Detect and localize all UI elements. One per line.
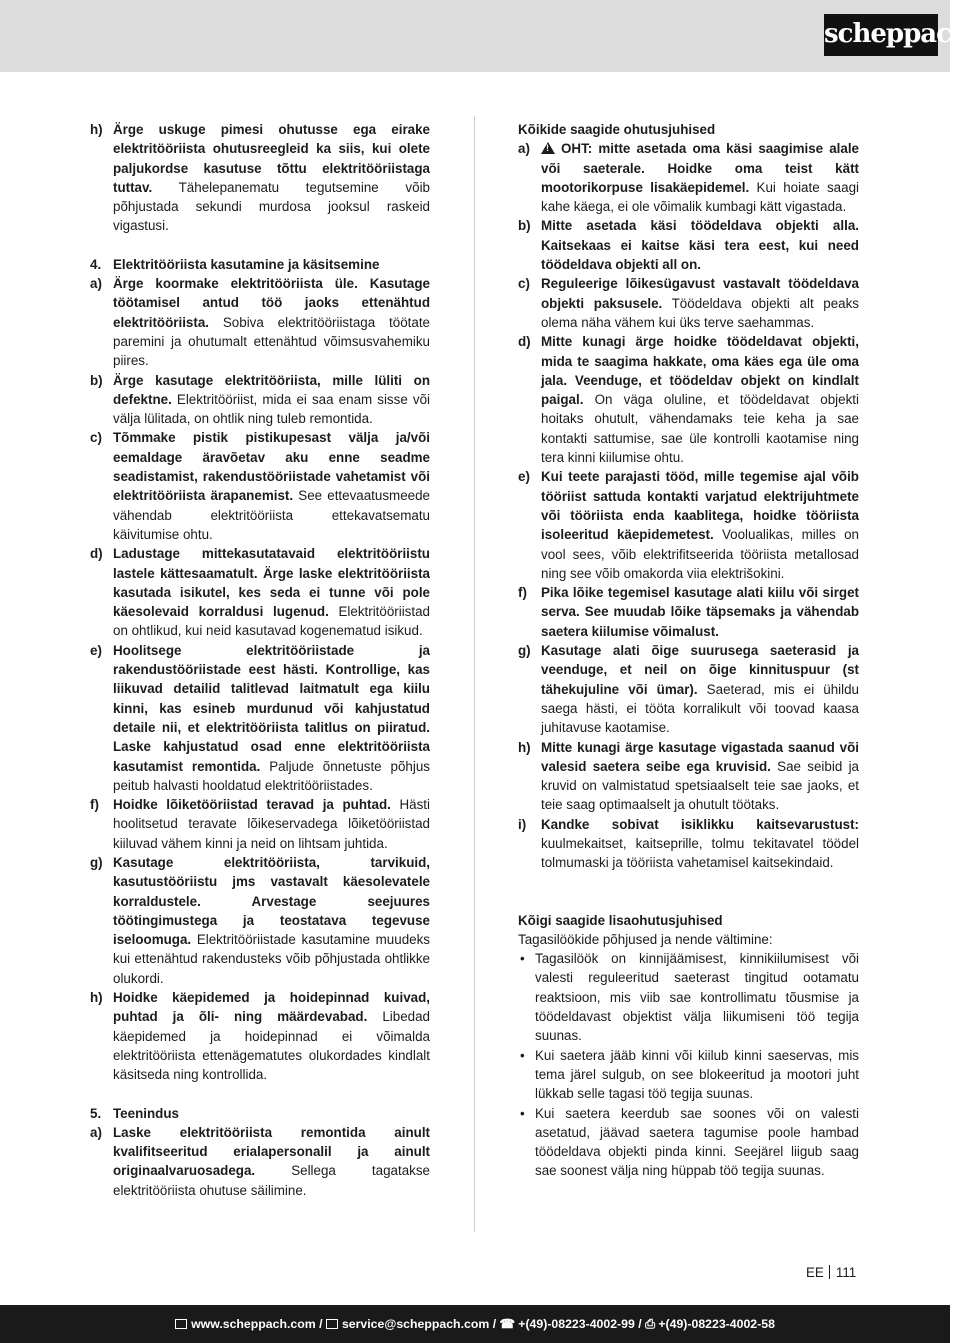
list-item: h) Ärge uskuge pimesi ohutusse ega eirake elektritööriista ohutusreegleid ka siis, kui olete paljukordse kasutuse tõttu elektritööriistaga tuttav. Tähelepanematu tegutsemine võib põhjustada sekundi murdosa jooksul raskeid vigastusi. [90,122,430,234]
list-item: d) Ladustage mittekasutatavaid elektritööriistu lastele kättesaamatult. Ärge laske elektritööriista kasutada isikutel, kes seda ei tunne või pole käesolevaid korraldusi lugenud. Elektritööriistad on ohtlikud, kui neid kasutavad kogenematud isikud. [90,546,430,639]
list-item: a) Ärge koormake elektritööriista üle. Kasutage töötamisel antud töö jaoks ettenähtud elektritööriista. Sobiva elektritööriistaga töötate paremini ja ohutumalt ettenähtud võimsusvahemiku piires. [90,276,430,369]
list-item: h) Hoidke käepidemed ja hoidepinnad kuivad, puhtad ja õli- ning määrdevabad. Libedad käepidemed ja hoidepinnad ei võimalda elektritööriista ettenägematutes olukordades kindlalt käsitseda ning kontrollida. [90,990,430,1083]
footer-phone: +(49)-08223-4002-99 [518,1317,635,1331]
list-item: b) Ärge kasutage elektritööriista, mille lüliti on defektne. Elektritööriist, mida ei saa enam sisse või välja lülitada, on ohtlik ning tuleb remontida. [90,372,430,427]
left-column [90,120,430,1200]
scheppach-logo: scheppach [824,14,938,56]
footer-fax: +(49)-08223-4002-58 [658,1317,775,1331]
list-item: h) Mitte kunagi ärge kasutage vigastada saanud või valesid saetera seibe ega kruvisid. Sae seibid ja kruvid on valmistatud spetsiaalselt teie sae jaoks, et teie saag optimaalselt ja ohutult töötaks. [518,739,859,813]
fax-icon: ⎙ [645,1317,659,1331]
footer-web: www.scheppach.com [191,1317,316,1331]
list-item: c) Tõmmake pistik pistikupesast välja ja/või eemaldage äravõetav aku enne seadme seadistamist, rakendustööriistade vahetamist või elektritööriista ärapanemist. See ettevaatusmeede vähendab elektritööriista ettekavatsematu käivitumise ohtu. [90,430,430,542]
column-divider [474,116,475,1232]
list-item: a) ! OHT: mitte asetada oma käsi saagimise alale või saeterale. Hoidke oma teist kätt mootorikorpuse lisakäepidemel. Kui hoiate saagi kahe käega, ei ole võimalik kumbagi kätt vigastada. [518,139,859,216]
page-number: EE 111 [806,1265,857,1280]
section-heading-5: 5. Teenindus [90,1105,179,1121]
section-title: Kõikide saagide ohutusjuhised [518,122,716,137]
list-item: g) Kasutage alati õige suurusega saeterasid ja veenduge, et neil on õige kinnituspuur (st tähekujuline või ümar). Saeterad, mis ei ühildu saega hästi, ei tööta korralikult või toovad kaasa juhitavuse kaotamise. [518,643,860,736]
right-column [518,120,859,1181]
warning-icon [541,142,555,154]
computer-icon [175,1319,187,1329]
mail-icon [326,1319,338,1329]
list-item: e) Kui teete parajasti tööd, mille tegemise ajal võib tööriist sattuda kontakti varjatud elektrijuhtmete või tööriista enda kaablitega, hoidke tööriista isoleeritud käepidemetest. Voolualikas, milles on vool sees, võib elektrifitseerida tööriista metallosad ning see võib omakorda viia elektrišokini. [518,469,859,581]
bullet-item: • Kui saetera jääb kinni või kiilub kinni saeservas, mis tema järel sulgub, on see blokeeritud ja mootori juht lükkab selle tagasi töö tegija suunas. [520,1047,859,1102]
list-item: a) Laske elektritööriista remontida ainult kvalifitseeritud erialapersonalil ja ainult originaalvaruosadega. Sellega tagatakse elektritööriista ohutuse säilimine. [90,1124,430,1198]
footer-bar: www.scheppach.com / service@scheppach.com / ☎ +(49)-08223-4002-99 / ⎙ +(49)-08223-4002-58 [0,1305,950,1343]
bullet-item: • Tagasilöök on kinnijäämisest, kinnikiilumisest või valesti reguleeritud saeterast tingitud ootamatu reaktsioon, mis viib sae kontrollimatu tõusmise ja töödeldavast objektist välja liikumiseni töö tegija suunas. [520,951,859,1044]
list-item: f) Hoidke lõiketööriistad teravad ja puhtad. Hästi hoolitsetud teravate lõikeservadega lõiketööriistad kiiluvad vähem kinni ja neid on lihtsam juhtida. [90,797,431,851]
bullet-item: • Kui saetera keerdub sae soones või on valesti asetatud, jäävad saetera tagumise poole hambad töödeldava objekti pinda kinni. Seejärel liigub saag sae soonest välja ning hüppab töö tegija suunas. [520,1105,859,1179]
list-item: g) Kasutage elektritööriista, tarvikuid, kasutustööriistu jms vastavalt käesolevatele korraldustele. Arvestage seejuures töötingimustega ja teostatava tegevuse iseloomuga. Elektritööriistade kasutamine muudeks kui ettenähtud rakendusteks võib põhjustada ohtlikke olukordi. [90,854,430,986]
list-item: i) Kandke sobivat isiklikku kaitsevarustust: kuulmekaitset, kaitseprille, tolmu tekitavatel töödel tolmumaski ja tööriista vahetamisel kaitsekindaid. [518,816,859,871]
section-heading-4: 4. Elektritööriista kasutamine ja käsitsemine [90,256,380,272]
header-bar [0,0,969,72]
intro-text: Tagasilöökide põhjused ja nende vältimine: [518,931,773,947]
phone-icon: ☎ [499,1317,519,1331]
footer-email: service@scheppach.com [341,1317,490,1331]
section-title: Kõigi saagide lisaohutusjuhised [518,912,723,928]
list-item: b) Mitte asetada käsi töödeldava objekti alla. Kaitsekaas ei kaitse käsi tera eest, kui need töödeldava objekti all on. [518,218,859,273]
list-item: d) Mitte kunagi ärge hoidke töödeldavat objekti, mida te saagima hakkate, oma käes ega üle oma jala. Veenduge, et töödeldav objekt on kindlalt paigal. On väga oluline, et töödeldavat objekti hoitaks ohutult, vähendamaks teie keha ja sae kontakti sattumise, sae üle kontrolli kaotamise ning tera kinni kiilumise ohtu. [518,334,859,466]
list-item: c) Reguleerige lõikesügavust vastavalt töödeldava objekti paksusele. Töödeldava objekti alt peaks olema näha vähem kui üks terve saehammas. [518,276,860,330]
list-item: f) Pika lõike tegemisel kasutage alati kiilu või sirget serva. See muudab lõike täpsemaks ja vähendab saetera kiilumise võimalust. [518,585,859,639]
list-item: e) Hoolitsege elektritööriistade ja rakendustööriistade eest hästi. Kontrollige, kas liikuvad detailid talitlevad laitmatult ega kiilu kinni, kas esineb murdunud või kahjustatud detaile nii, et elektritööriista talitlus on piiratud. Laske kahjustatud osad enne elektritööriista kasutamist remontida. Paljude õnnetuste põhjus peitub halvasti hooldatud elektritööriistades. [90,642,430,793]
